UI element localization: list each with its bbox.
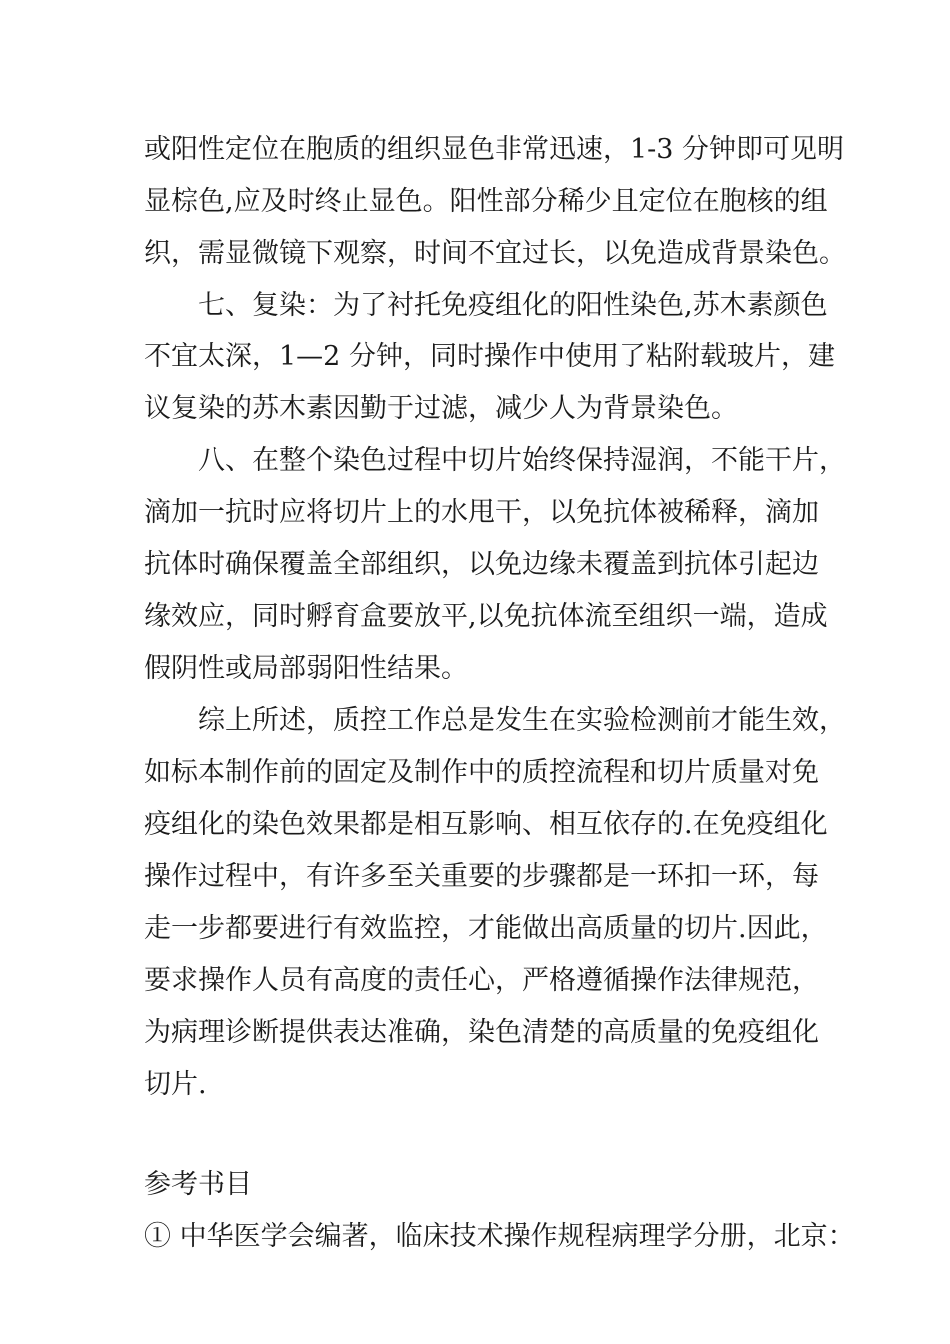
reference-item: ① 中华医学会编著，临床技术操作规程病理学分册，北京：	[144, 1221, 855, 1252]
section-seven-heading-line: 七、复染：为了衬托免疫组化的阳性染色,苏木素颜色	[198, 290, 828, 321]
text-line: 或阳性定位在胞质的组织显色非常迅速，1-3 分钟即可见明	[144, 134, 845, 165]
text-line: 缘效应，同时孵育盒要放平,以免抗体流至组织一端，造成	[144, 601, 828, 632]
references-heading: 参考书目	[144, 1169, 252, 1200]
text-line: 织，需显微镜下观察，时间不宜过长，以免造成背景染色。	[144, 238, 846, 269]
text-line: 疫组化的染色效果都是相互影响、相互依存的.在免疫组化	[144, 809, 828, 840]
text-line: 切片.	[144, 1069, 207, 1100]
text-line: 显棕色,应及时终止显色。阳性部分稀少且定位在胞核的组	[144, 186, 828, 217]
text-line: 议复染的苏木素因勤于过滤，减少人为背景染色。	[144, 393, 738, 424]
text-line: 要求操作人员有高度的责任心，严格遵循操作法律规范，	[144, 965, 819, 996]
text-line: 为病理诊断提供表达准确，染色清楚的高质量的免疫组化	[144, 1017, 819, 1048]
text-line: 走一步都要进行有效监控，才能做出高质量的切片.因此，	[144, 913, 828, 944]
text-line: 不宜太深，1—2 分钟，同时操作中使用了粘附载玻片，建	[144, 341, 835, 372]
text-line: 操作过程中，有许多至关重要的步骤都是一环扣一环，每	[144, 861, 819, 892]
text-line: 滴加一抗时应将切片上的水甩干，以免抗体被稀释，滴加	[144, 497, 819, 528]
summary-paragraph-line: 综上所述，质控工作总是发生在实验检测前才能生效，	[198, 705, 846, 736]
text-line: 假阴性或局部弱阳性结果。	[144, 653, 468, 684]
text-line: 抗体时确保覆盖全部组织，以免边缘未覆盖到抗体引起边	[144, 549, 819, 580]
section-eight-heading-line: 八、在整个染色过程中切片始终保持湿润，不能干片，	[198, 445, 846, 476]
text-line: 如标本制作前的固定及制作中的质控流程和切片质量对免	[144, 757, 819, 788]
